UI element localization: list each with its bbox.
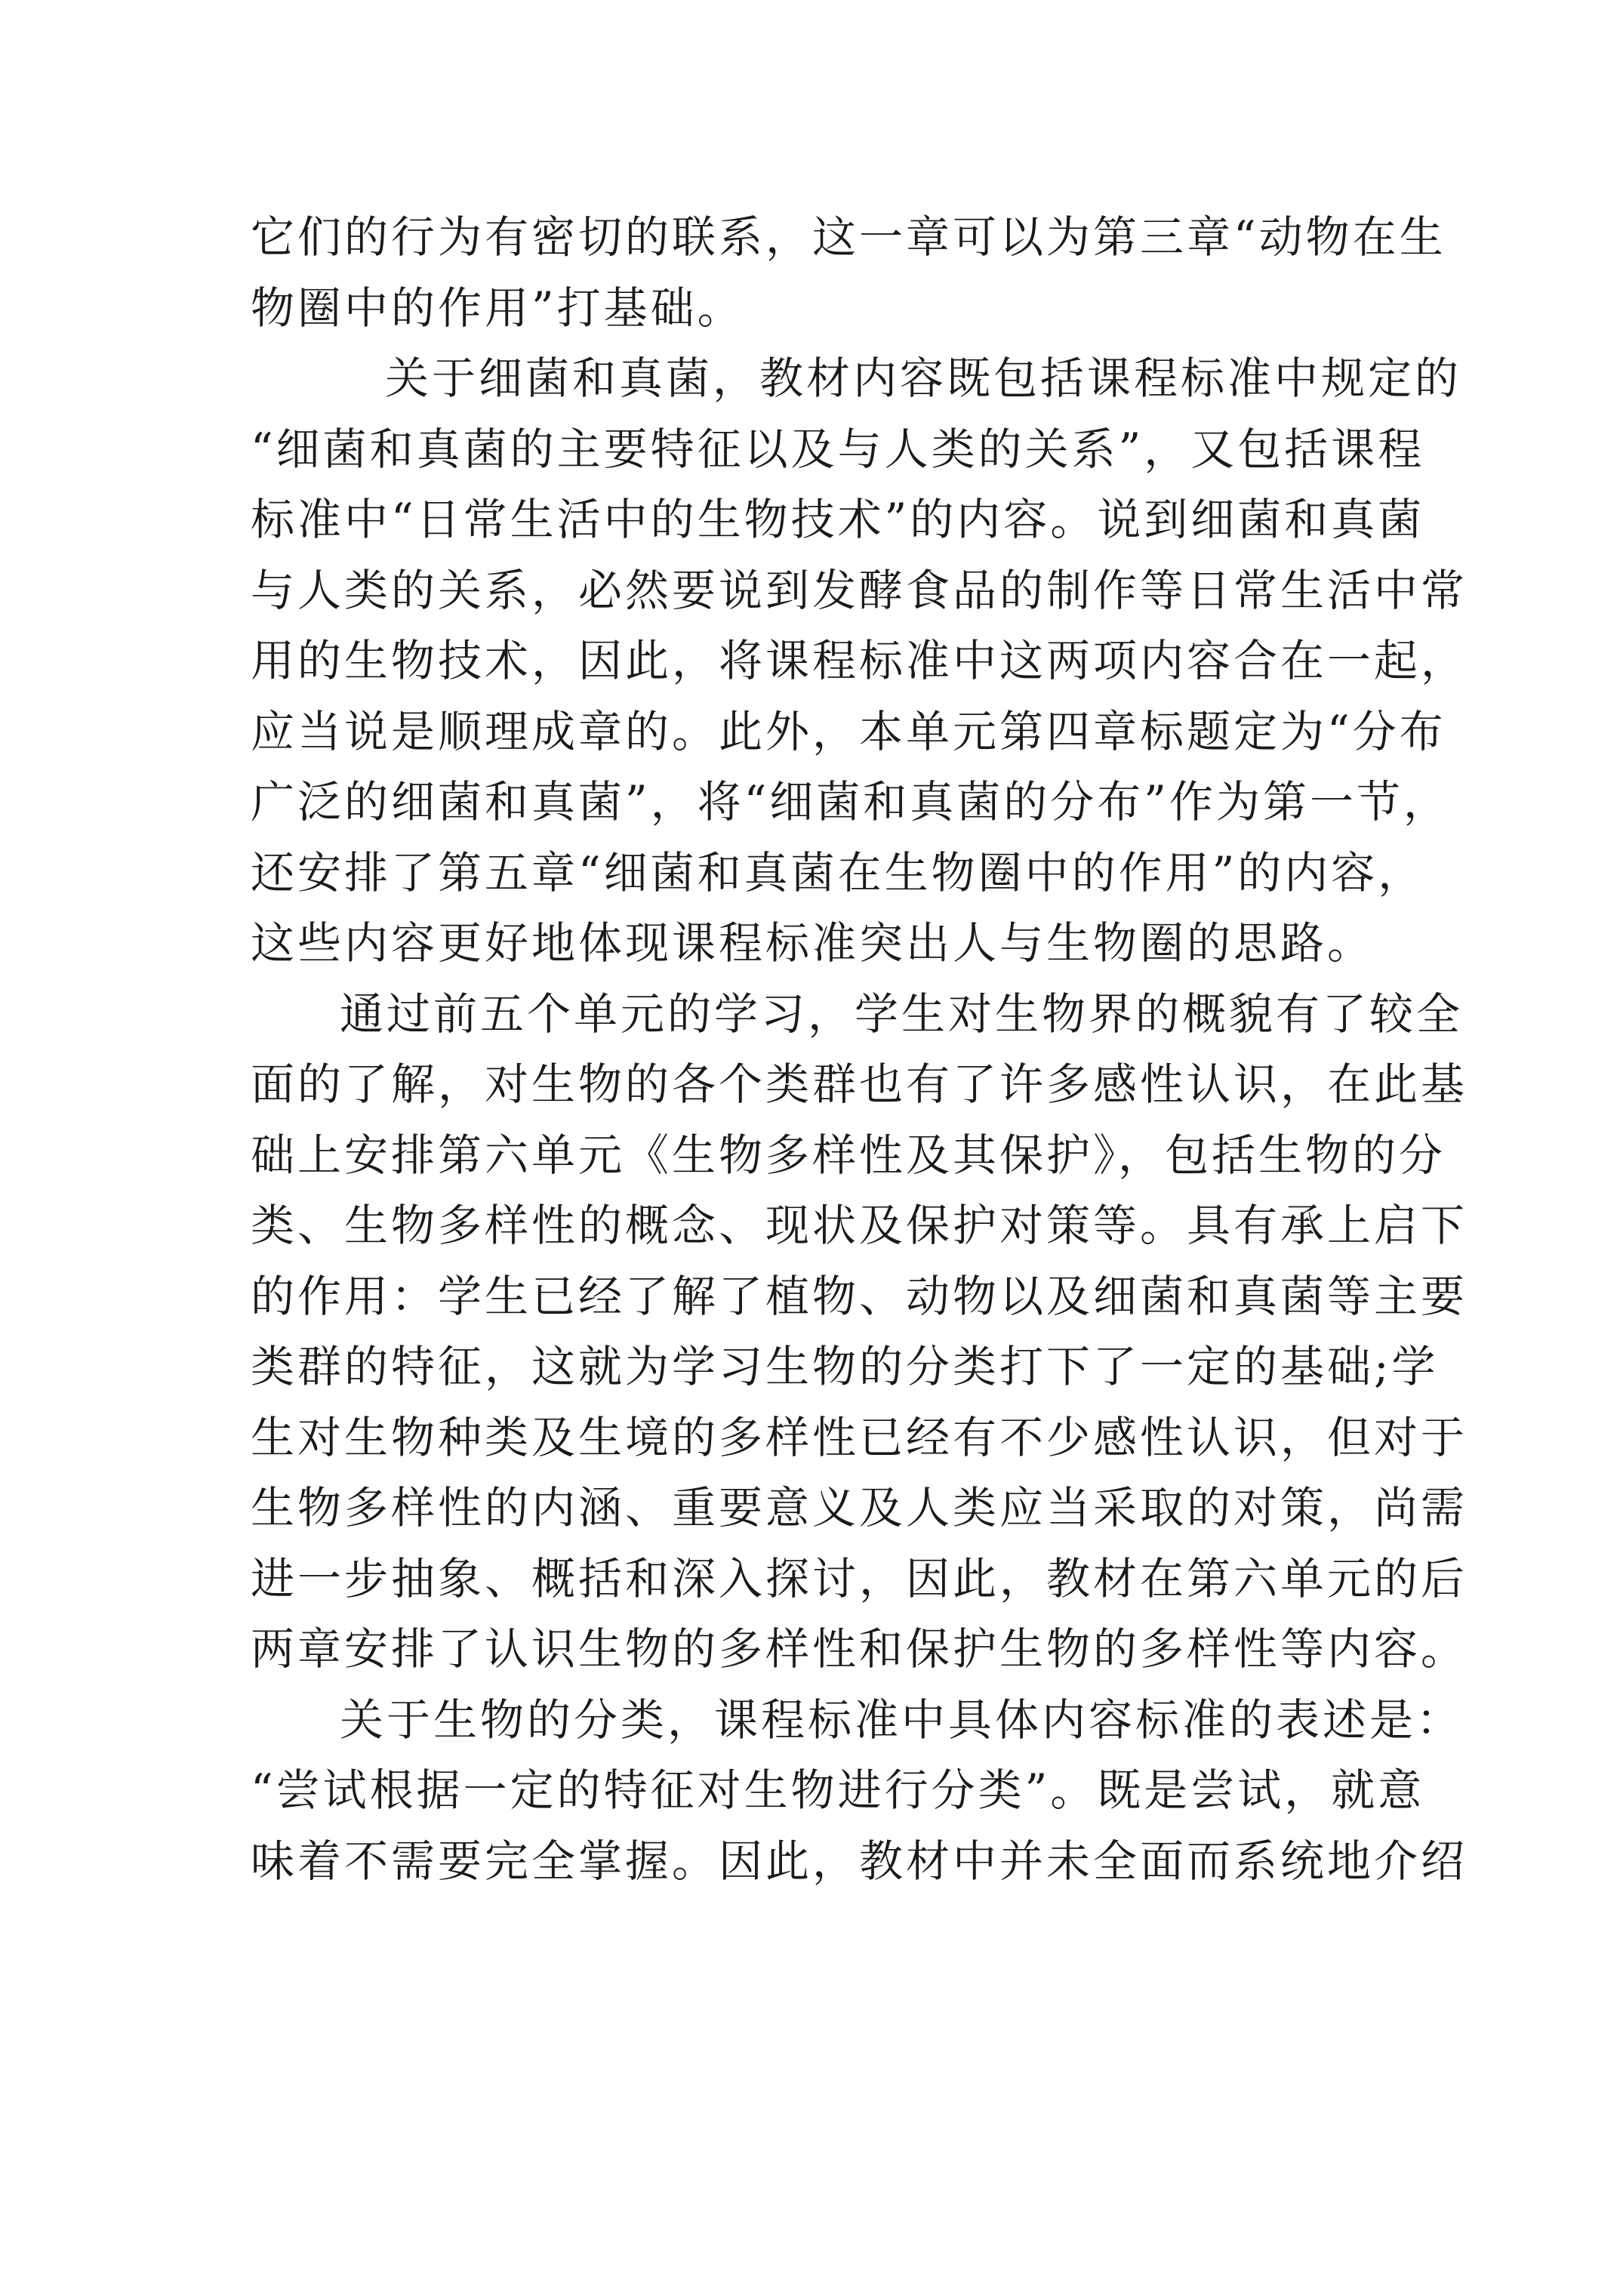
text-line: 物圈中的作用”打基础。: [251, 282, 744, 334]
text-line: “细菌和真菌的主要特征以及与人类的关系”，又包括课程: [251, 423, 1425, 475]
paragraph-2: [251, 344, 1468, 979]
text-line: 这些内容更好地体现课程标准突出人与生物圈的思路。: [251, 917, 1375, 969]
text-line: “尝试根据一定的特征对生物进行分类”。既是尝试，就意: [251, 1764, 1425, 1816]
text-line: 进一步抽象、概括和深入探讨，因此，教材在第六单元的后: [251, 1552, 1468, 1604]
text-line: 广泛的细菌和真菌”，将“细菌和真菌的分布”作为第一节，: [251, 776, 1450, 827]
text-line: 关于生物的分类，课程标准中具体内容标准的表述是：: [340, 1693, 1464, 1746]
text-line: 味着不需要完全掌握。因此，教材中并未全面而系统地介绍: [251, 1835, 1468, 1887]
text-line: 它们的行为有密切的联系，这一章可以为第三章“动物在生: [251, 211, 1446, 263]
text-line: 两章安排了认识生物的多样性和保护生物的多样性等内容。: [251, 1623, 1468, 1675]
document-body: [251, 202, 1468, 1897]
text-line: 通过前五个单元的学习，学生对生物界的概貌有了较全: [340, 988, 1464, 1040]
paragraph-3: [251, 979, 1468, 1685]
text-line: 用的生物技术，因此，将课程标准中这两项内容合在一起，: [251, 635, 1468, 686]
text-line: 的作用：学生已经了解了植物、动物以及细菌和真菌等主要: [251, 1270, 1468, 1322]
paragraph-4: [251, 1685, 1468, 1897]
text-line: 类群的特征，这就为学习生物的分类打下了一定的基础;学: [251, 1341, 1439, 1392]
text-line: 与人类的关系，必然要说到发酵食品的制作等日常生活中常: [251, 564, 1468, 616]
text-line: 生对生物种类及生境的多样性已经有不少感性认识，但对于: [251, 1411, 1468, 1463]
text-line: 生物多样性的内涵、重要意义及人类应当采取的对策，尚需: [251, 1482, 1468, 1533]
text-line: 面的了解，对生物的各个类群也有了许多感性认识，在此基: [251, 1059, 1468, 1110]
text-line: 类、生物多样性的概念、现状及保护对策等。具有承上启下: [251, 1200, 1468, 1251]
text-line: 标准中“日常生活中的生物技术”的内容。说到细菌和真菌: [251, 494, 1425, 545]
text-line: 应当说是顺理成章的。此外，本单元第四章标题定为“分布: [251, 705, 1446, 757]
paragraph-1: [251, 202, 1446, 344]
text-line: 关于细菌和真菌，教材内容既包括课程标准中规定的: [385, 353, 1462, 404]
text-line: 还安排了第五章“细菌和真菌在生物圈中的作用”的内容，: [251, 846, 1425, 898]
text-line: 础上安排第六单元《生物多样性及其保护》，包括生物的分: [251, 1129, 1446, 1181]
